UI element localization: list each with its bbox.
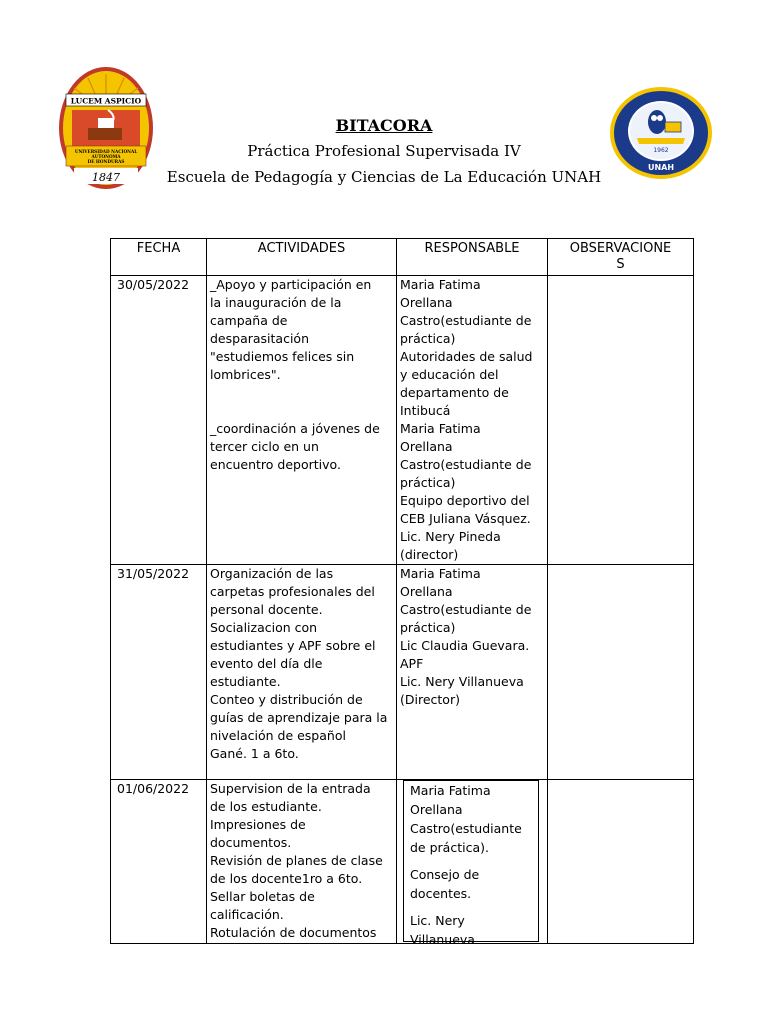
text-line: Orellana	[400, 295, 453, 310]
text-line: desparasitación	[210, 331, 309, 346]
header-observaciones: OBSERVACIONE S	[548, 239, 694, 276]
header-fecha: FECHA	[111, 239, 207, 276]
header-responsable: RESPONSABLE	[397, 239, 548, 276]
text-line: Maria Fatima	[410, 783, 491, 798]
svg-text:1962: 1962	[653, 147, 669, 154]
text-line: Gané. 1 a 6to.	[210, 746, 299, 761]
text-line: tercer ciclo en un	[210, 439, 319, 454]
activities-cell	[207, 276, 397, 565]
observations-cell	[548, 565, 694, 780]
log-table	[110, 238, 694, 947]
text-line: guías de aprendizaje para la	[210, 710, 388, 725]
text-line: _Apoyo y participación en	[210, 277, 372, 292]
text-line: Impresiones de	[210, 817, 306, 832]
svg-text:LUCEM ASPICIO: LUCEM ASPICIO	[70, 96, 142, 106]
text-line: Lic. Nery Villanueva	[400, 674, 524, 689]
observations-cell	[548, 276, 694, 565]
date-cell: 01/06/2022	[111, 780, 207, 944]
text-line: CEB Juliana Vásquez.	[400, 511, 531, 526]
activities-cell	[207, 780, 397, 944]
text-line: calificación.	[210, 907, 284, 922]
text-line: evento del día dle	[210, 656, 323, 671]
text-line: encuentro deportivo.	[210, 457, 341, 472]
text-line: (Director)	[400, 692, 460, 707]
text-line: departamento de	[400, 385, 509, 400]
text-line: Lic. Nery Pineda	[400, 529, 501, 544]
text-line: Orellana	[400, 439, 453, 454]
text-line: estudiante.	[210, 674, 281, 689]
responsible-inner-box	[403, 780, 539, 947]
text-line: Conteo y distribución de	[210, 692, 363, 707]
text-line: Consejo de	[410, 867, 480, 882]
svg-text:1847: 1847	[92, 171, 120, 184]
text-line: "estudiemos felices sin	[210, 349, 355, 364]
text-line: Intibucá	[400, 403, 451, 418]
text-line: carpetas profesionales del	[210, 584, 375, 599]
observations-cell	[548, 780, 694, 944]
svg-text:UNAH: UNAH	[647, 163, 675, 172]
text-line: de los docente1ro a 6to.	[210, 871, 363, 886]
text-line: Revisión de planes de clase	[210, 853, 383, 868]
text-line: lombrices".	[210, 367, 281, 382]
text-line: Organización de las	[210, 566, 334, 581]
text-line: práctica)	[400, 620, 456, 635]
document-title: BITACORA	[335, 116, 433, 135]
responsible-cell	[397, 276, 548, 565]
text-line: práctica)	[400, 475, 456, 490]
text-line: Socializacion con	[210, 620, 318, 635]
svg-text:UNIVERSIDAD NACIONAL: UNIVERSIDAD NACIONAL	[74, 149, 138, 154]
responsible-cell	[397, 565, 548, 780]
text-line: de práctica).	[410, 840, 489, 855]
text-line: de los estudiante.	[210, 799, 322, 814]
school-name: Escuela de Pedagogía y Ciencias de La Educación UNAH	[166, 168, 602, 186]
text-line: Autoridades de salud	[400, 349, 533, 364]
text-line: Maria Fatima	[400, 421, 481, 436]
text-line: estudiantes y APF sobre el	[210, 638, 376, 653]
date-cell: 30/05/2022	[111, 276, 207, 565]
text-line: Equipo deportivo del	[400, 493, 530, 508]
header-actividades: ACTIVIDADES	[207, 239, 397, 276]
text-line: documentos.	[210, 835, 292, 850]
table-row	[111, 780, 694, 944]
document-subtitle: Práctica Profesional Supervisada IV	[247, 142, 521, 160]
activities-cell	[207, 565, 397, 780]
text-line: Castro(estudiante	[410, 821, 522, 836]
text-line: _coordinación a jóvenes de	[210, 421, 380, 436]
text-line: campaña de	[210, 313, 288, 328]
text-line: Castro(estudiante de	[400, 313, 532, 328]
text-line: Orellana	[400, 584, 453, 599]
text-line: Maria Fatima	[400, 566, 481, 581]
text-line: docentes.	[410, 886, 472, 901]
text-line: y educación del	[400, 367, 499, 382]
text-line: Maria Fatima	[400, 277, 481, 292]
text-line: la inauguración de la	[210, 295, 342, 310]
table-row	[111, 276, 694, 565]
text-line: práctica)	[400, 331, 456, 346]
table-row	[111, 565, 694, 780]
text-line: Lic Claudia Guevara.	[400, 638, 530, 653]
text-line: APF	[400, 656, 424, 671]
text-line: Castro(estudiante de	[400, 602, 532, 617]
text-line: (director)	[400, 547, 459, 562]
document-header	[0, 116, 768, 187]
text-line: Sellar boletas de	[210, 889, 315, 904]
table-header-row	[111, 239, 694, 276]
date-cell: 31/05/2022	[111, 565, 207, 780]
text-line: personal docente.	[210, 602, 323, 617]
text-line: Supervision de la entrada	[210, 781, 371, 796]
text-line: Castro(estudiante de	[400, 457, 532, 472]
text-line: Orellana	[410, 802, 463, 817]
text-line: Lic. Nery Villanueva	[410, 913, 475, 947]
svg-text:DE HONDURAS: DE HONDURAS	[87, 159, 125, 164]
text-line: Rotulación de documentos	[210, 925, 377, 940]
svg-text:AUTONOMA: AUTONOMA	[91, 154, 121, 159]
text-line: nivelación de español	[210, 728, 346, 743]
responsible-cell	[397, 780, 548, 947]
